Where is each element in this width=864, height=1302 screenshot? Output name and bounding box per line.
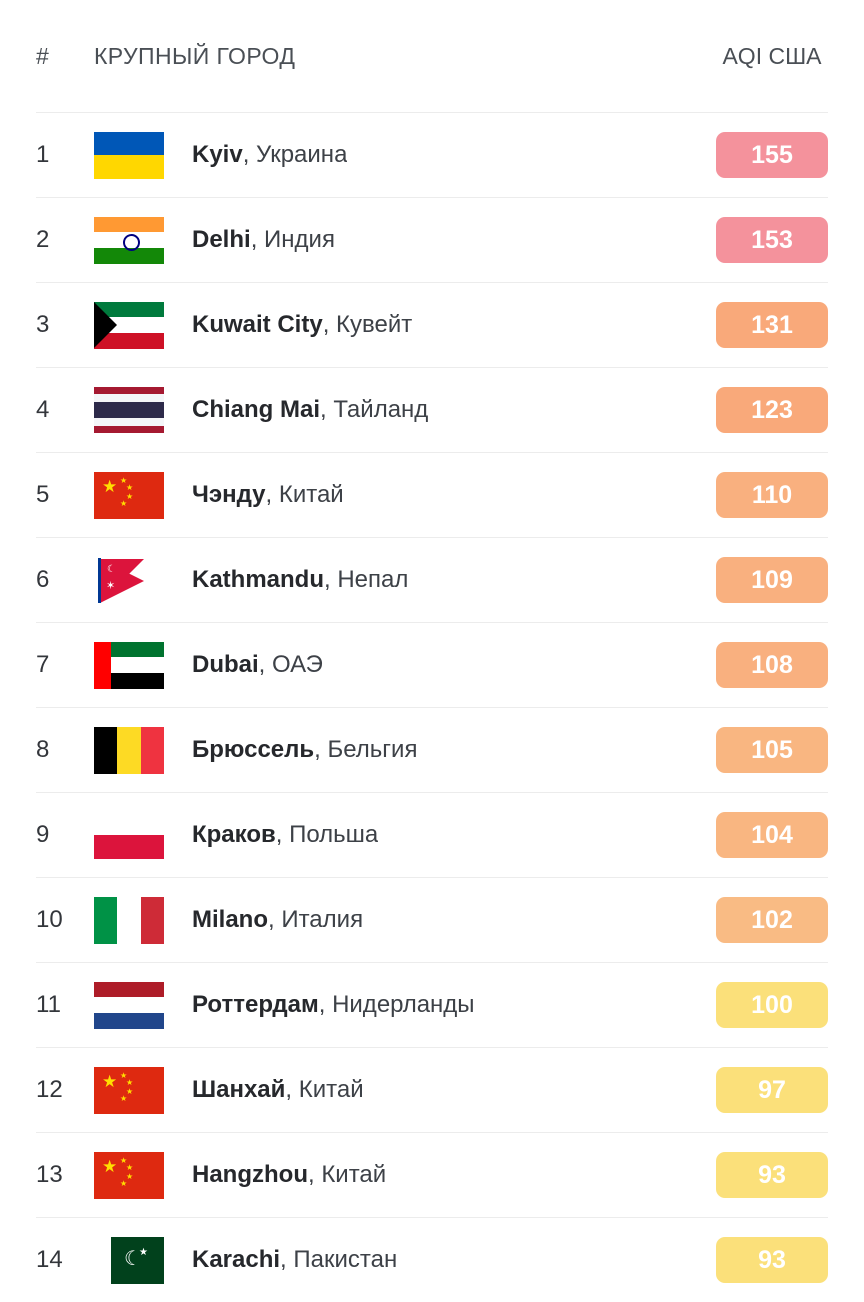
city-label [192, 991, 475, 1019]
table-row[interactable] [36, 197, 828, 282]
row-rank: 11 [36, 991, 61, 1018]
city-name: Dubai [192, 651, 259, 678]
country-flag-icon [94, 387, 192, 434]
column-header-rank: # [36, 42, 49, 69]
aqi-cell [716, 302, 828, 348]
country-flag-icon [94, 812, 192, 859]
table-header [36, 0, 828, 112]
city-name: Karachi [192, 1246, 281, 1273]
city-label [192, 651, 323, 679]
aqi-cell [716, 472, 828, 518]
country-flag-icon: ☾ ★ [94, 1237, 192, 1284]
aqi-badge: 93 [716, 1237, 828, 1283]
country-flag-icon [94, 982, 192, 1029]
city-name: Чэнду [192, 481, 266, 508]
table-body [36, 112, 828, 1302]
country-flag-icon: ★ ★ ★ ★ ★ [94, 472, 192, 519]
row-rank: 6 [36, 566, 50, 593]
aqi-cell [716, 387, 828, 433]
country-name: , Бельгия [314, 736, 418, 763]
city-cell[interactable] [94, 387, 716, 434]
aqi-cell [716, 557, 828, 603]
country-flag-icon [94, 302, 192, 349]
table-row[interactable] [36, 707, 828, 792]
column-header-aqi: AQI США [722, 42, 822, 69]
city-name: Роттердам [192, 991, 319, 1018]
table-row[interactable] [36, 622, 828, 707]
table-row[interactable] [36, 1132, 828, 1217]
aqi-badge: 93 [716, 1152, 828, 1198]
country-flag-icon [94, 217, 192, 264]
city-cell[interactable] [94, 472, 716, 519]
aqi-badge: 104 [716, 812, 828, 858]
city-label [192, 481, 344, 509]
city-name: Kyiv [192, 141, 243, 168]
city-cell[interactable] [94, 217, 716, 264]
country-name: , Кувейт [322, 311, 413, 338]
table-row[interactable] [36, 877, 828, 962]
country-name: , Тайланд [320, 396, 429, 423]
city-name: Kuwait City [192, 311, 323, 338]
city-label [192, 1076, 364, 1104]
aqi-cell [716, 132, 828, 178]
table-row[interactable] [36, 1047, 828, 1132]
aqi-cell [716, 1237, 828, 1283]
country-flag-icon: ☾ ✶ [94, 557, 192, 604]
row-rank: 9 [36, 821, 50, 848]
aqi-cell [716, 1067, 828, 1113]
row-rank: 2 [36, 226, 50, 253]
city-cell[interactable] [94, 1237, 716, 1284]
country-name: , Польша [275, 821, 379, 848]
city-name: Delhi [192, 226, 251, 253]
aqi-cell [716, 897, 828, 943]
row-rank: 5 [36, 481, 50, 508]
city-label [192, 1246, 397, 1274]
city-cell[interactable] [94, 982, 716, 1029]
city-cell[interactable] [94, 727, 716, 774]
row-rank: 10 [36, 906, 63, 933]
table-row[interactable] [36, 537, 828, 622]
row-rank: 12 [36, 1076, 63, 1103]
country-name: , Пакистан [280, 1246, 398, 1273]
table-row[interactable] [36, 112, 828, 197]
city-name: Kathmandu [192, 566, 324, 593]
table-row[interactable] [36, 1217, 828, 1302]
country-flag-icon [94, 727, 192, 774]
aqi-badge: 102 [716, 897, 828, 943]
country-name: , Китай [285, 1076, 364, 1103]
city-cell[interactable] [94, 642, 716, 689]
country-flag-icon [94, 132, 192, 179]
row-rank: 8 [36, 736, 50, 763]
aqi-badge: 131 [716, 302, 828, 348]
aqi-badge: 97 [716, 1067, 828, 1113]
city-name: Шанхай [192, 1076, 286, 1103]
city-name: Milano [192, 906, 268, 933]
city-name: Hangzhou [192, 1161, 308, 1188]
table-row[interactable] [36, 282, 828, 367]
table-row[interactable] [36, 367, 828, 452]
city-label [192, 906, 363, 934]
country-name: , Италия [268, 906, 364, 933]
row-rank: 4 [36, 396, 50, 423]
country-name: , Китай [265, 481, 344, 508]
city-cell[interactable] [94, 302, 716, 349]
row-rank: 7 [36, 651, 50, 678]
country-flag-icon: ★ ★ ★ ★ ★ [94, 1152, 192, 1199]
city-name: Краков [192, 821, 276, 848]
aqi-cell [716, 727, 828, 773]
city-name: Chiang Mai [192, 396, 321, 423]
table-row[interactable] [36, 792, 828, 877]
city-label [192, 226, 335, 254]
city-label [192, 1161, 386, 1189]
country-flag-icon [94, 897, 192, 944]
aqi-cell [716, 812, 828, 858]
city-cell[interactable] [94, 557, 716, 604]
aqi-cell [716, 982, 828, 1028]
country-name: , Китай [307, 1161, 387, 1188]
city-label [192, 311, 412, 339]
city-label [192, 736, 417, 764]
aqi-cell [716, 217, 828, 263]
aqi-cell [716, 642, 828, 688]
city-cell[interactable] [94, 1152, 716, 1199]
country-name: , Украина [242, 141, 348, 168]
country-name: , ОАЭ [258, 651, 323, 678]
city-cell[interactable] [94, 812, 716, 859]
city-cell[interactable] [94, 1067, 716, 1114]
row-rank: 3 [36, 311, 50, 338]
country-name: , Индия [250, 226, 335, 253]
aqi-badge: 155 [716, 132, 828, 178]
aqi-badge: 109 [716, 557, 828, 603]
aqi-badge: 110 [716, 472, 828, 518]
city-label [192, 396, 428, 424]
aqi-cell [716, 1152, 828, 1198]
aqi-badge: 105 [716, 727, 828, 773]
row-rank: 1 [36, 141, 50, 168]
city-name: Брюссель [192, 736, 315, 763]
city-label [192, 566, 408, 594]
country-name: , Нидерланды [318, 991, 475, 1018]
aqi-badge: 123 [716, 387, 828, 433]
country-flag-icon: ★ ★ ★ ★ ★ [94, 1067, 192, 1114]
column-header-city: КРУПНЫЙ ГОРОД [94, 42, 296, 69]
country-name: , Непал [324, 566, 409, 593]
country-flag-icon [94, 642, 192, 689]
aqi-badge: 108 [716, 642, 828, 688]
city-label [192, 821, 378, 849]
table-row[interactable] [36, 962, 828, 1047]
table-row[interactable] [36, 452, 828, 537]
city-cell[interactable] [94, 897, 716, 944]
row-rank: 13 [36, 1161, 63, 1188]
city-label [192, 141, 347, 169]
city-cell[interactable] [94, 132, 716, 179]
aqi-badge: 100 [716, 982, 828, 1028]
row-rank: 14 [36, 1246, 63, 1273]
aqi-badge: 153 [716, 217, 828, 263]
